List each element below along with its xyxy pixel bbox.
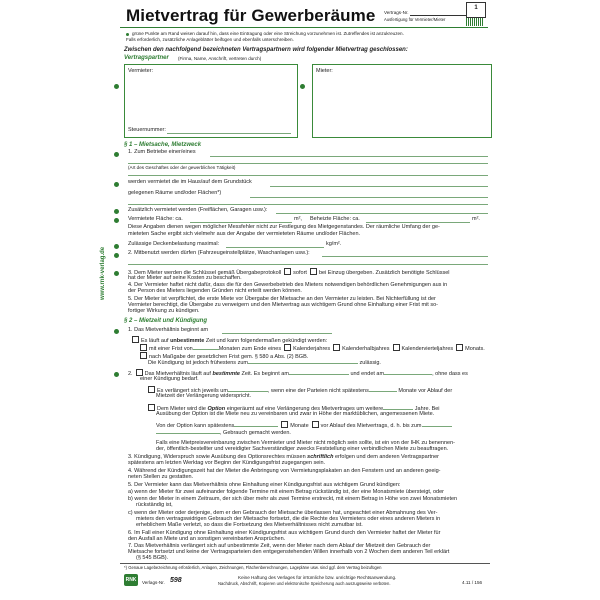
s2-item6b: den Ausfall an Miete und an sonstigen vereinbarten Ansprüchen. (128, 536, 286, 542)
renewal-period-field[interactable] (228, 391, 268, 392)
s2-item3: 3. Kündigung, Widerspruch sowie Ausübung des Optionsrechtes müssen schriftlich erfolgen und dem anderen Vertragspartner (128, 454, 439, 460)
bullet-icon (114, 84, 119, 89)
s2-item5a: a) wenn der Mieter für zwei aufeinander folgende Termine mit einem Betrag rückständig ist, der eine Monatsmiete übersteigt, oder (128, 489, 445, 495)
s2-item2-line2: einer Kündigung bedarf. (140, 376, 199, 382)
s1-item5c: fortiger Wirkung zu kündigen. (128, 308, 200, 314)
s2-ext3: Von der Option kann spätestens Monate vor Ablauf des Mietvertrags, d. h. bis zum (156, 421, 452, 430)
earliest-termination-field[interactable] (248, 363, 358, 364)
s1-rent-line-1: werden vermietet die im Haus/auf dem Grundstück (128, 179, 252, 185)
fixed-start-field[interactable] (289, 374, 349, 375)
s2-item5c1: c) wenn der Mieter oder derjenige, dem er den Gebrauch der Mietsache überlassen hat, ungeachtet einer Abmahnung des Ver- (128, 510, 438, 516)
option-months-checkbox[interactable] (281, 421, 288, 428)
publisher-logo-icon: RNK (124, 574, 138, 586)
bullet-icon (114, 152, 119, 157)
fixed-end-field[interactable] (384, 374, 432, 375)
s2-item4a: 4. Während der Kündigungszeit hat der Mieter die Anbringung von Vermietungsplakaten an den Fenstern und an anderen geeig- (128, 468, 441, 474)
option-deadline-field[interactable] (234, 426, 278, 427)
s2-item7b: Mietsache fortsetzt und keine der Vertragsparteien den entgegenstehenden Willen innerhalb von 2 Wochen dem anderen Teil erklärt (128, 549, 450, 555)
landlord-box[interactable] (124, 64, 298, 138)
intro-line-2: Falls erforderlich, zusätzliche Anlageblätter beifügen und ebenfalls unterschreiben. (126, 37, 294, 42)
heated-unit: m². (472, 216, 480, 222)
bullet-icon (114, 182, 119, 187)
s1-area-label: Vermietete Fläche: ca. (128, 216, 183, 222)
s2-item1: 1. Das Mietverhältnis beginnt am (128, 327, 209, 333)
s1-item3b: hat der Mieter auf seine Kosten zu beschaffen. (128, 275, 242, 281)
barcode-icon (466, 18, 484, 26)
s2-ext2: Dem Mieter wird die Option eingeräumt auf eine Verlängerung des Mietvertrages um weitere Jahre. Bei (148, 404, 440, 413)
option-checkbox[interactable] (148, 404, 155, 411)
liability-2: Nachdruck, Abschrift, Kopieren und elektronische Speicherung auch auszugsweise verboten. (218, 581, 391, 586)
s1-item2: 2. Mitbenutzt werden dürfen (Fahrzeugeinstellplätze, Waschanlagen usw.): (128, 250, 310, 256)
intro-line-1: grüne Punkte am Rand weisen darauf hin, dass eine Eintragung oder eine Streichung vorzunehmen ist. Zutreffendes ist anzukreuzen. (132, 31, 404, 36)
publisher-no-label: Verlags-Nr. (142, 580, 165, 585)
area-unit: m², (294, 216, 302, 222)
auto-renewal-checkbox[interactable] (148, 386, 155, 393)
s2-item5: 5. Der Vermieter kann das Mietverhältnis ohne Einhaltung einer Kündigungsfrist aus wichtigem Grund kündigen: (128, 482, 401, 488)
ceiling-unit: kg/m². (326, 241, 342, 247)
s2-item4b: neten Stellen zu gestatten. (128, 474, 194, 480)
s1-item4b: der Person des Mieters liegenden Gründen nicht erteilt werden können. (128, 288, 302, 294)
parties-note: (Firma, Name, Anschrift, vertreten durch) (178, 56, 262, 61)
half-year-checkbox[interactable] (333, 344, 340, 351)
s1-item4a: 4. Der Vermieter haftet nicht dafür, dass die für den Gewerbebetrieb des Mieters notwendigen behördlichen Genehmigungen aus in (128, 282, 448, 288)
liability-1: Keine Haftung des Verlages für irrtümliche bzw. unrichtige Rechtsanwendung. (238, 575, 397, 580)
notice-period-checkbox[interactable] (140, 344, 147, 351)
keys-on-move-in-checkbox[interactable] (310, 268, 317, 275)
indefinite-term-checkbox[interactable] (132, 336, 139, 343)
option-date-field[interactable] (422, 426, 452, 427)
s2-opt-a1: Es läuft auf unbestimmte Zeit und kann folgendermaßen gekündigt werden: (132, 336, 327, 345)
contract-no-label: Vertrags-Nr. (384, 10, 409, 15)
s2-ext1: Es verlängert sich jeweils um , wenn eine der Parteien nicht spätestens Monate vor Ablauf der (148, 386, 452, 395)
landlord-label: Vermieter: (128, 68, 154, 74)
parties-heading: Zwischen den nachfolgend bezeichneten Vertragspartnern wird folgender Mietvertrag geschlossen: (124, 47, 408, 53)
s2-item5c3: erheblichem Maße verletzt, so dass die Fortsetzung des Mietverhältnisses nicht zumutbar ist. (136, 522, 363, 528)
s1-item5b: Vermieter berechtigt, die Übergabe zu verweigern und den Mietvertrag aus wichtigem Grund ohne Einhaltung einer Frist mit so- (128, 302, 438, 308)
option-before-expiry-checkbox[interactable] (312, 421, 319, 428)
s2-item5c2: mieters den vertragswidrigen Gebrauch der Mietsache fortsetzt, die die Rechte des Vermieters oder eines anderen Mieters in (136, 516, 441, 522)
footnote: *) Genaue Lagebezeichnung erforderlich, Anlagen, Zeichnungen, Flächenberechnungen, Lagepläne usw. sind ggf. dem Vertrag beizufügen (124, 565, 382, 570)
s2-ext4b: der, öffentlich-bestellter und vereidigter Sachverständiger zwecks Feststellung einer verbindlichen Miete zu beauftragen. (156, 446, 449, 452)
s1-ceiling-label: Zulässige Deckenbelastung maximal: (128, 241, 220, 247)
s2-ext3d: , Gebrauch gemacht werden. (156, 430, 291, 437)
s2-opt-a3: nach Maßgabe der gesetzlichen Frist gem. § 580 a Abs. (2) BGB. (140, 352, 308, 361)
bullet-icon (114, 244, 119, 249)
s2-ext2d: Ausübung der Option ist die Miete neu zu vereinbaren und zwar in Höhe der marktüblichen, angemessenen Miete. (156, 411, 435, 417)
copy-label: Ausfertigung für Vermieter/Mieter (384, 17, 446, 22)
month-checkbox[interactable] (456, 344, 463, 351)
s2-opt-a2: mit einer Frist von Monaten zum Ende eines Kalenderjahres Kalenderhalbjahres Kalendervierteljahres Monats. (140, 344, 485, 353)
property-field[interactable] (270, 186, 488, 187)
bullet-icon (114, 218, 119, 223)
bullet-icon (114, 253, 119, 258)
side-url: www.rnk-verlag.de (100, 246, 106, 300)
quarter-year-checkbox[interactable] (393, 344, 400, 351)
notice-months-field[interactable] (193, 349, 219, 350)
s2-item7c: (§ 545 BGB). (136, 555, 169, 561)
ceiling-field[interactable] (226, 247, 324, 248)
s1-item3: 3. Dem Mieter werden die Schlüssel gemäß Übergabeprotokoll sofort bei Einzug übergeben. Zusätzlich benötigte Schlüssel (128, 270, 450, 276)
shared-use-field[interactable] (322, 256, 488, 257)
tenant-label: Mieter: (316, 68, 333, 74)
bullet-icon (114, 209, 119, 214)
s2-item5b2: rückständig ist, (136, 502, 173, 508)
s2-ext1d: Mietzeit der Verlängerung widerspricht. (156, 393, 252, 399)
area-field[interactable] (190, 222, 292, 223)
section-1-title: § 1 – Mietsache, Mietzweck (124, 142, 202, 148)
heated-area-field[interactable] (366, 222, 470, 223)
publisher-no: 598 (170, 577, 182, 584)
s2-item6a: 6. Im Fall einer Kündigung ohne Einhaltung einer Kündigungsfrist aus wichtigem Grund durch den Vermieter haftet der Mieter für (128, 530, 441, 536)
s1-area-note-2: mieteten Sache ergibt sich vielmehr aus der Angabe der vermieteten Räume und/oder Flächen. (128, 231, 361, 237)
s2-opt-a4: Die Kündigung ist jedoch frühestens zum zulässig. (148, 360, 381, 366)
bullet-icon (126, 33, 129, 36)
calendar-year-checkbox[interactable] (284, 344, 291, 351)
tenant-box[interactable] (312, 64, 492, 138)
s1-item1: 1. Zum Betriebe einer/eines (128, 149, 196, 155)
bullet-icon (114, 372, 119, 377)
s2-ext4a: Falls eine Mietpreisvereinbarung zwischen Vermieter und Mieter nicht möglich sein sollte, ist ein von der IHK zu benennen- (156, 440, 455, 446)
s2-item3c: spätestens am letzten Werktag vor Beginn der Kündigungsfrist zugegangen sein. (128, 460, 326, 466)
tax-label: Steuernummer: (128, 127, 166, 133)
s1-rent-line-2: gelegenen Räume und/oder Flächen*) (128, 190, 222, 196)
form-code: 4.11 / 156 (462, 580, 483, 585)
keys-immediately-checkbox[interactable] (284, 268, 291, 275)
option-use-field[interactable] (156, 433, 220, 434)
option-years-field[interactable] (383, 409, 413, 410)
parties-subheading: Vertragspartner (124, 55, 169, 61)
s2-item5b1: b) wenn der Mieter in einem Zeitraum, der sich über mehr als zwei Termine erstreckt, mit einem Betrag in Höhe von zwei Monatsmieten (128, 496, 458, 502)
s1-item5a: 5. Der Mieter ist verpflichtet, die erste Miete vor Übergabe der Mietsache an den Vermieter zu leisten. Bei Nichterfüllung ist der (128, 296, 436, 302)
s1-additional: Zusätzlich vermietet werden (Freiflächen, Garagen usw.): (128, 207, 268, 213)
business-type-field[interactable] (210, 156, 488, 157)
start-date-field[interactable] (222, 333, 332, 334)
s1-area-note-1: Diese Angaben dienen wegen möglicher Messfehler nicht zur Festlegung des Mietgegenstandes. Der räumliche Umfang der ge- (128, 224, 440, 230)
bullet-icon (300, 84, 305, 89)
additional-field[interactable] (276, 213, 488, 214)
fixed-term-checkbox[interactable] (136, 369, 143, 376)
s1-item1-note: (Art des Geschäftes oder der gewerblichen Tätigkeit) (128, 165, 236, 170)
bullet-icon (114, 271, 119, 276)
bullet-icon (114, 329, 119, 334)
section-2-title: § 2 – Mietzeit und Kündigung (124, 318, 207, 324)
s2-item2: 2. Das Mietverhältnis läuft auf bestimmte Zeit. Es beginnt am und endet am , ohne dass es (128, 371, 468, 377)
s2-item7a: 7. Das Mietverhältnis verlängert sich auf unbestimmte Zeit, wenn der Mieter nach dem Ablauf der Mietzeit den Gebrauch der (128, 543, 431, 549)
objection-months-field[interactable] (369, 391, 397, 392)
statutory-period-checkbox[interactable] (140, 352, 147, 359)
heated-label: Beheizte Fläche: ca. (310, 216, 360, 222)
copy-number-badge: 1 (466, 2, 486, 18)
page-title: Mietvertrag für Gewerberäume (126, 6, 376, 25)
